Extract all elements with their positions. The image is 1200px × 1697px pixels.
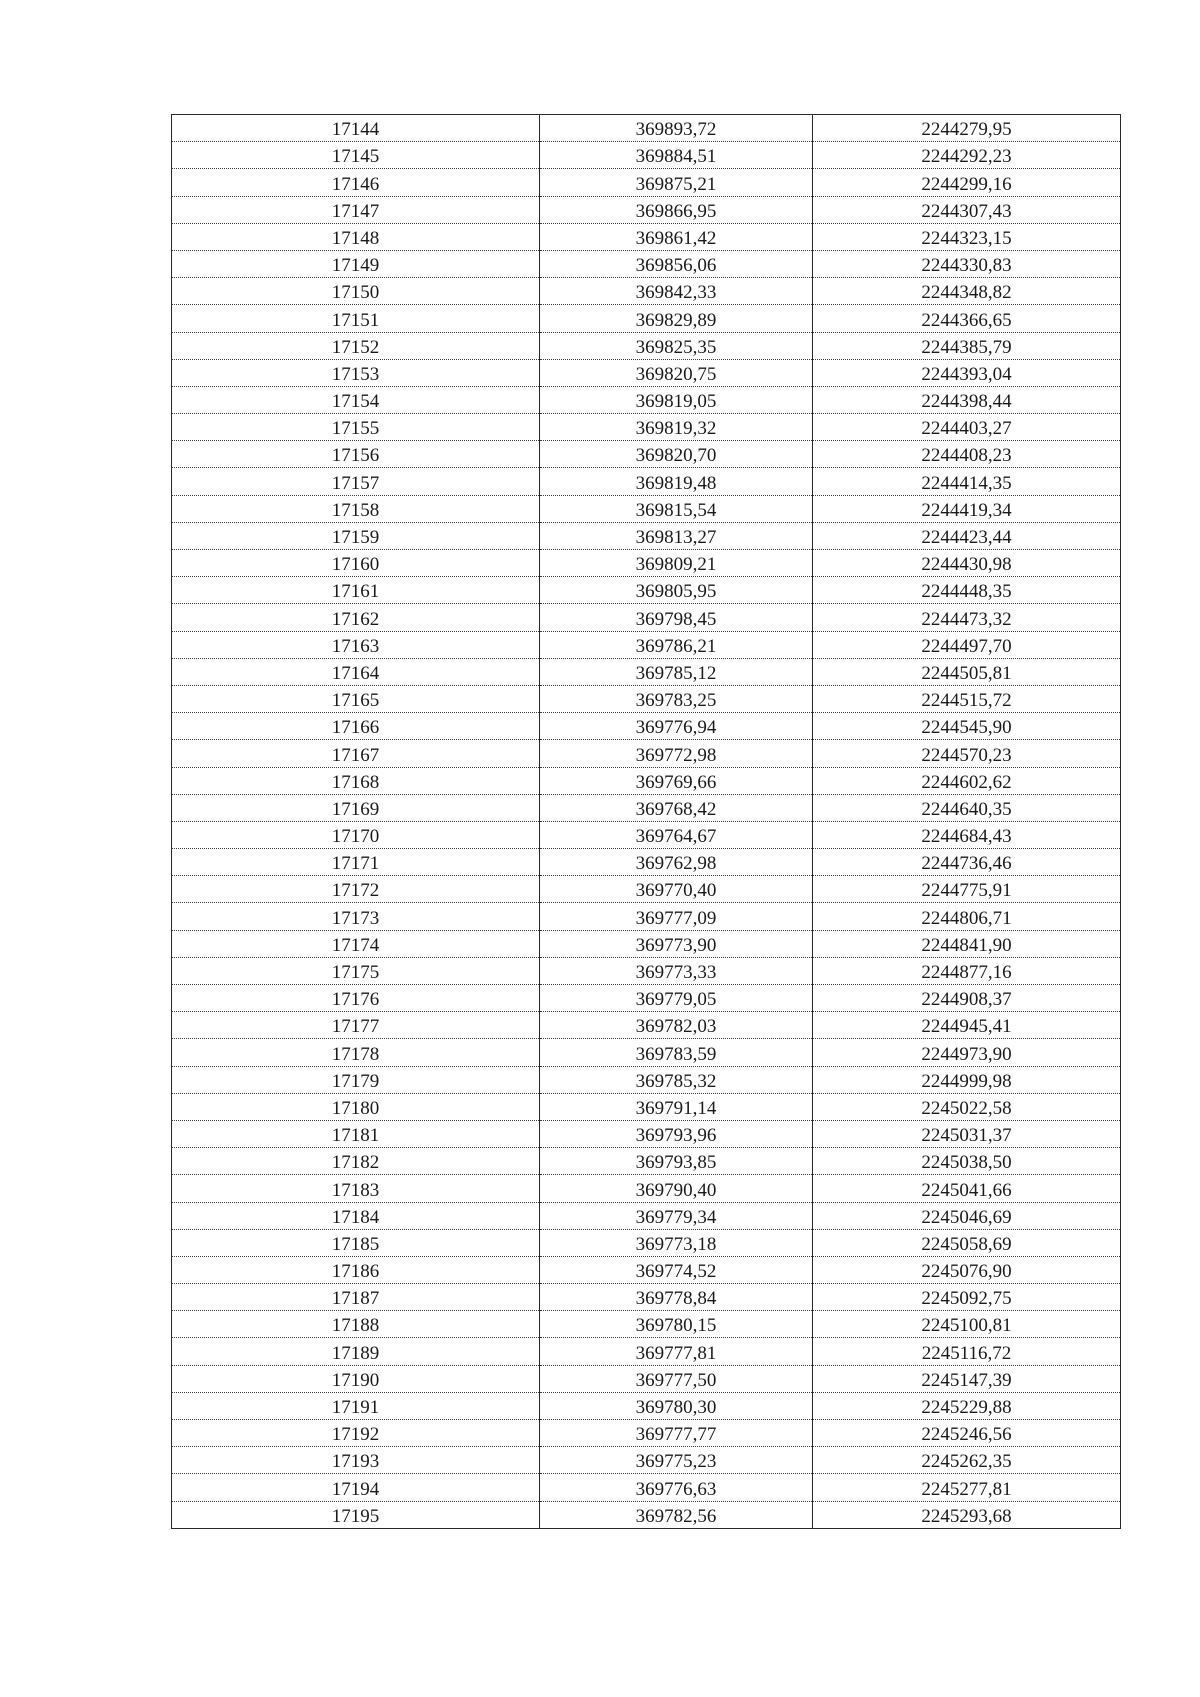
table-row (172, 522, 1121, 549)
table-row (172, 495, 1121, 522)
x-coordinate-cell: 369790,40 (540, 1175, 813, 1202)
x-coordinate-cell: 369775,23 (540, 1447, 813, 1474)
table-row (172, 196, 1121, 223)
y-coordinate-cell: 2245041,66 (813, 1175, 1121, 1202)
point-number-cell: 17145 (172, 142, 540, 169)
point-number-cell: 17184 (172, 1202, 540, 1229)
x-coordinate-cell: 369884,51 (540, 142, 813, 169)
point-number-cell: 17183 (172, 1175, 540, 1202)
point-number-cell: 17151 (172, 305, 540, 332)
table-row (172, 604, 1121, 631)
y-coordinate-cell: 2244775,91 (813, 876, 1121, 903)
x-coordinate-cell: 369782,03 (540, 1012, 813, 1039)
y-coordinate-cell: 2244945,41 (813, 1012, 1121, 1039)
table-row (172, 278, 1121, 305)
x-coordinate-cell: 369866,95 (540, 196, 813, 223)
table-row (172, 1229, 1121, 1256)
table-row (172, 577, 1121, 604)
table-row (172, 1474, 1121, 1501)
y-coordinate-cell: 2245277,81 (813, 1474, 1121, 1501)
table-row (172, 849, 1121, 876)
y-coordinate-cell: 2244348,82 (813, 278, 1121, 305)
point-number-cell: 17158 (172, 495, 540, 522)
y-coordinate-cell: 2244545,90 (813, 713, 1121, 740)
table-row (172, 1365, 1121, 1392)
table-row (172, 169, 1121, 196)
y-coordinate-cell: 2244414,35 (813, 468, 1121, 495)
x-coordinate-cell: 369777,09 (540, 903, 813, 930)
table-row (172, 305, 1121, 332)
table-row (172, 1175, 1121, 1202)
y-coordinate-cell: 2244877,16 (813, 957, 1121, 984)
point-number-cell: 17147 (172, 196, 540, 223)
y-coordinate-cell: 2244307,43 (813, 196, 1121, 223)
table-row (172, 386, 1121, 413)
table-row (172, 1120, 1121, 1147)
y-coordinate-cell: 2244806,71 (813, 903, 1121, 930)
x-coordinate-cell: 369764,67 (540, 821, 813, 848)
table-row (172, 1039, 1121, 1066)
x-coordinate-cell: 369793,85 (540, 1148, 813, 1175)
y-coordinate-cell: 2245116,72 (813, 1338, 1121, 1365)
y-coordinate-cell: 2244973,90 (813, 1039, 1121, 1066)
point-number-cell: 17172 (172, 876, 540, 903)
x-coordinate-cell: 369798,45 (540, 604, 813, 631)
point-number-cell: 17182 (172, 1148, 540, 1175)
point-number-cell: 17192 (172, 1420, 540, 1447)
x-coordinate-cell: 369770,40 (540, 876, 813, 903)
point-number-cell: 17170 (172, 821, 540, 848)
y-coordinate-cell: 2244448,35 (813, 577, 1121, 604)
point-number-cell: 17187 (172, 1284, 540, 1311)
point-number-cell: 17164 (172, 658, 540, 685)
y-coordinate-cell: 2244841,90 (813, 930, 1121, 957)
x-coordinate-cell: 369856,06 (540, 250, 813, 277)
point-number-cell: 17162 (172, 604, 540, 631)
y-coordinate-cell: 2245046,69 (813, 1202, 1121, 1229)
y-coordinate-cell: 2244299,16 (813, 169, 1121, 196)
x-coordinate-cell: 369773,18 (540, 1229, 813, 1256)
table-row (172, 1202, 1121, 1229)
x-coordinate-cell: 369805,95 (540, 577, 813, 604)
table-row (172, 468, 1121, 495)
table-row (172, 1420, 1121, 1447)
table-row (172, 985, 1121, 1012)
table-row (172, 794, 1121, 821)
x-coordinate-cell: 369829,89 (540, 305, 813, 332)
x-coordinate-cell: 369785,32 (540, 1066, 813, 1093)
x-coordinate-cell: 369819,48 (540, 468, 813, 495)
x-coordinate-cell: 369777,81 (540, 1338, 813, 1365)
x-coordinate-cell: 369772,98 (540, 740, 813, 767)
point-number-cell: 17194 (172, 1474, 540, 1501)
point-number-cell: 17160 (172, 550, 540, 577)
table-row (172, 930, 1121, 957)
point-number-cell: 17144 (172, 115, 540, 142)
point-number-cell: 17155 (172, 414, 540, 441)
x-coordinate-cell: 369783,25 (540, 685, 813, 712)
x-coordinate-cell: 369785,12 (540, 658, 813, 685)
x-coordinate-cell: 369820,70 (540, 441, 813, 468)
point-number-cell: 17190 (172, 1365, 540, 1392)
point-number-cell: 17181 (172, 1120, 540, 1147)
point-number-cell: 17171 (172, 849, 540, 876)
table-row (172, 1447, 1121, 1474)
x-coordinate-cell: 369773,33 (540, 957, 813, 984)
y-coordinate-cell: 2245022,58 (813, 1093, 1121, 1120)
point-number-cell: 17174 (172, 930, 540, 957)
table-row (172, 1501, 1121, 1528)
table-row (172, 1311, 1121, 1338)
y-coordinate-cell: 2245229,88 (813, 1392, 1121, 1419)
point-number-cell: 17153 (172, 359, 540, 386)
y-coordinate-cell: 2244423,44 (813, 522, 1121, 549)
y-coordinate-cell: 2245076,90 (813, 1256, 1121, 1283)
x-coordinate-cell: 369769,66 (540, 767, 813, 794)
table-row (172, 658, 1121, 685)
x-coordinate-cell: 369819,32 (540, 414, 813, 441)
y-coordinate-cell: 2244366,65 (813, 305, 1121, 332)
point-number-cell: 17186 (172, 1256, 540, 1283)
y-coordinate-cell: 2244419,34 (813, 495, 1121, 522)
point-number-cell: 17169 (172, 794, 540, 821)
y-coordinate-cell: 2245293,68 (813, 1501, 1121, 1528)
x-coordinate-cell: 369786,21 (540, 631, 813, 658)
table-row (172, 740, 1121, 767)
y-coordinate-cell: 2244570,23 (813, 740, 1121, 767)
point-number-cell: 17177 (172, 1012, 540, 1039)
table-row (172, 142, 1121, 169)
table-row (172, 876, 1121, 903)
table-row (172, 903, 1121, 930)
x-coordinate-cell: 369813,27 (540, 522, 813, 549)
point-number-cell: 17148 (172, 223, 540, 250)
table-row (172, 1256, 1121, 1283)
y-coordinate-cell: 2244430,98 (813, 550, 1121, 577)
y-coordinate-cell: 2245031,37 (813, 1120, 1121, 1147)
table-row (172, 115, 1121, 142)
y-coordinate-cell: 2244473,32 (813, 604, 1121, 631)
x-coordinate-cell: 369779,34 (540, 1202, 813, 1229)
x-coordinate-cell: 369875,21 (540, 169, 813, 196)
table-row (172, 1338, 1121, 1365)
table-row (172, 250, 1121, 277)
x-coordinate-cell: 369820,75 (540, 359, 813, 386)
table-row (172, 1392, 1121, 1419)
table-row (172, 332, 1121, 359)
x-coordinate-cell: 369774,52 (540, 1256, 813, 1283)
y-coordinate-cell: 2244602,62 (813, 767, 1121, 794)
table-row (172, 957, 1121, 984)
point-number-cell: 17165 (172, 685, 540, 712)
y-coordinate-cell: 2244398,44 (813, 386, 1121, 413)
coordinates-table (171, 114, 1121, 1529)
table-row (172, 1066, 1121, 1093)
table-row (172, 685, 1121, 712)
point-number-cell: 17149 (172, 250, 540, 277)
coordinates-table-body (172, 115, 1121, 1529)
y-coordinate-cell: 2245038,50 (813, 1148, 1121, 1175)
x-coordinate-cell: 369777,77 (540, 1420, 813, 1447)
x-coordinate-cell: 369893,72 (540, 115, 813, 142)
point-number-cell: 17152 (172, 332, 540, 359)
point-number-cell: 17163 (172, 631, 540, 658)
point-number-cell: 17167 (172, 740, 540, 767)
x-coordinate-cell: 369773,90 (540, 930, 813, 957)
y-coordinate-cell: 2244515,72 (813, 685, 1121, 712)
point-number-cell: 17179 (172, 1066, 540, 1093)
table-row (172, 631, 1121, 658)
x-coordinate-cell: 369776,94 (540, 713, 813, 740)
y-coordinate-cell: 2244393,04 (813, 359, 1121, 386)
y-coordinate-cell: 2244908,37 (813, 985, 1121, 1012)
y-coordinate-cell: 2244292,23 (813, 142, 1121, 169)
table-row (172, 1093, 1121, 1120)
point-number-cell: 17146 (172, 169, 540, 196)
y-coordinate-cell: 2244999,98 (813, 1066, 1121, 1093)
x-coordinate-cell: 369782,56 (540, 1501, 813, 1528)
point-number-cell: 17178 (172, 1039, 540, 1066)
x-coordinate-cell: 369780,30 (540, 1392, 813, 1419)
table-row (172, 414, 1121, 441)
point-number-cell: 17175 (172, 957, 540, 984)
point-number-cell: 17156 (172, 441, 540, 468)
x-coordinate-cell: 369776,63 (540, 1474, 813, 1501)
point-number-cell: 17180 (172, 1093, 540, 1120)
y-coordinate-cell: 2244323,15 (813, 223, 1121, 250)
point-number-cell: 17154 (172, 386, 540, 413)
y-coordinate-cell: 2244640,35 (813, 794, 1121, 821)
point-number-cell: 17150 (172, 278, 540, 305)
table-row (172, 713, 1121, 740)
x-coordinate-cell: 369825,35 (540, 332, 813, 359)
point-number-cell: 17191 (172, 1392, 540, 1419)
point-number-cell: 17159 (172, 522, 540, 549)
y-coordinate-cell: 2245058,69 (813, 1229, 1121, 1256)
y-coordinate-cell: 2244403,27 (813, 414, 1121, 441)
point-number-cell: 17157 (172, 468, 540, 495)
x-coordinate-cell: 369842,33 (540, 278, 813, 305)
x-coordinate-cell: 369809,21 (540, 550, 813, 577)
point-number-cell: 17161 (172, 577, 540, 604)
point-number-cell: 17193 (172, 1447, 540, 1474)
y-coordinate-cell: 2245262,35 (813, 1447, 1121, 1474)
point-number-cell: 17185 (172, 1229, 540, 1256)
table-row (172, 1284, 1121, 1311)
y-coordinate-cell: 2244385,79 (813, 332, 1121, 359)
y-coordinate-cell: 2244684,43 (813, 821, 1121, 848)
x-coordinate-cell: 369783,59 (540, 1039, 813, 1066)
table-row (172, 550, 1121, 577)
table-row (172, 1012, 1121, 1039)
x-coordinate-cell: 369778,84 (540, 1284, 813, 1311)
y-coordinate-cell: 2245092,75 (813, 1284, 1121, 1311)
x-coordinate-cell: 369768,42 (540, 794, 813, 821)
point-number-cell: 17173 (172, 903, 540, 930)
x-coordinate-cell: 369779,05 (540, 985, 813, 1012)
x-coordinate-cell: 369819,05 (540, 386, 813, 413)
x-coordinate-cell: 369793,96 (540, 1120, 813, 1147)
y-coordinate-cell: 2245246,56 (813, 1420, 1121, 1447)
y-coordinate-cell: 2244408,23 (813, 441, 1121, 468)
table-row (172, 767, 1121, 794)
y-coordinate-cell: 2244505,81 (813, 658, 1121, 685)
point-number-cell: 17189 (172, 1338, 540, 1365)
y-coordinate-cell: 2245100,81 (813, 1311, 1121, 1338)
y-coordinate-cell: 2245147,39 (813, 1365, 1121, 1392)
y-coordinate-cell: 2244330,83 (813, 250, 1121, 277)
point-number-cell: 17166 (172, 713, 540, 740)
table-row (172, 359, 1121, 386)
x-coordinate-cell: 369861,42 (540, 223, 813, 250)
x-coordinate-cell: 369815,54 (540, 495, 813, 522)
table-row (172, 223, 1121, 250)
y-coordinate-cell: 2244279,95 (813, 115, 1121, 142)
x-coordinate-cell: 369780,15 (540, 1311, 813, 1338)
y-coordinate-cell: 2244497,70 (813, 631, 1121, 658)
table-row (172, 821, 1121, 848)
y-coordinate-cell: 2244736,46 (813, 849, 1121, 876)
x-coordinate-cell: 369777,50 (540, 1365, 813, 1392)
point-number-cell: 17195 (172, 1501, 540, 1528)
x-coordinate-cell: 369791,14 (540, 1093, 813, 1120)
point-number-cell: 17176 (172, 985, 540, 1012)
table-row (172, 441, 1121, 468)
table-row (172, 1148, 1121, 1175)
point-number-cell: 17188 (172, 1311, 540, 1338)
point-number-cell: 17168 (172, 767, 540, 794)
x-coordinate-cell: 369762,98 (540, 849, 813, 876)
